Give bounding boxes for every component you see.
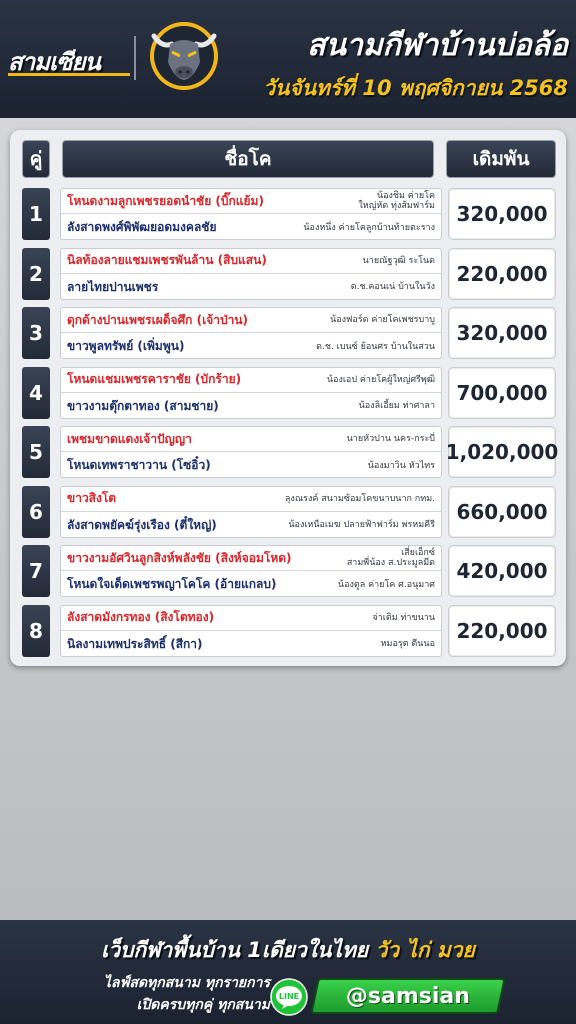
bull-a-name: ขาวสิงโต: [67, 491, 117, 505]
bull-b-owner: น้องตูล ค่ายโค ศ.อนุมาศ: [337, 579, 435, 590]
bull-b-line: [61, 572, 441, 597]
bull-a-name: ลังสาดมังกรทอง (สิงโตทอง): [67, 610, 215, 624]
match-number: 3: [22, 307, 50, 359]
header-number: คู่: [22, 140, 50, 178]
match-bulls: [60, 545, 442, 597]
bull-b-name: ลายไทยปานเพชร: [67, 279, 159, 294]
bull-a-owner: [341, 548, 435, 568]
bull-b-line: [61, 453, 441, 478]
bull-a-owner: [366, 613, 435, 623]
bull-b-name: ขาวงามตุ๊กตาทอง (สามชาย): [67, 398, 219, 413]
bull-a-owner: [324, 315, 435, 325]
tagline-highlight: วัว ไก่ มวย: [375, 938, 475, 962]
bull-b-name: โหนดใจเด็ดเพชรพญาโคโค (อ้ายแกลบ): [67, 577, 277, 591]
bull-b-owner: ด.ช. เบนซ์ ย้อนศร บ้านในสวน: [316, 341, 435, 352]
bull-head-icon: [144, 14, 224, 94]
bull-a-owner-line-1: นายณัฐวุฒิ ระโนด: [362, 255, 435, 266]
match-bulls: [60, 307, 442, 359]
match-number: 4: [22, 367, 50, 419]
venue-title: สนามกีฬาบ้านบ่อล้อ: [307, 28, 568, 63]
table-row: [22, 367, 556, 419]
bull-b-owner: น้องหนึ่ง ค่ายโคลูกบ้านท้ายตะราง: [303, 222, 435, 233]
bull-b-name: โหนดเทพราชาวาน (โซอิ๋ว): [67, 458, 211, 472]
stake-amount: 1,020,000: [448, 426, 556, 478]
tagline: [0, 934, 576, 968]
table-row: [22, 545, 556, 597]
match-bulls: [60, 605, 442, 657]
footer-banner: [0, 920, 576, 1024]
bull-b-name: ลังสาดพยัคฆ์รุ่งเรือง (ตี๋ใหญ่): [67, 517, 217, 532]
match-number: 6: [22, 486, 50, 538]
table-row: [22, 307, 556, 359]
brand-logo: สามเซียน: [8, 42, 130, 76]
bull-b-line: [61, 215, 441, 240]
bull-a-owner-line-1: น้องเอป ค่ายโคผู้ใหญ่ศรีพุฒิ: [326, 374, 435, 385]
match-number: 7: [22, 545, 50, 597]
bull-a-line: [61, 606, 441, 631]
bull-a-owner-line-2: ใหญ่หัด ทุ่งส้มฟาร์ม: [358, 201, 435, 211]
table-row: [22, 188, 556, 240]
stake-amount: 320,000: [448, 188, 556, 240]
bull-a-name: โหนดงามลูกเพชรยอดนำชัย (บิ๊กแย้ม): [67, 193, 264, 208]
fight-card-table: [10, 130, 566, 666]
bull-a-owner-line-1: เสี่ยเอ็กซ์: [401, 548, 435, 558]
bull-a-line: [61, 546, 441, 571]
match-number: 2: [22, 248, 50, 300]
bull-a-line: [61, 368, 441, 393]
bull-a-owner: [357, 256, 435, 266]
match-number: 5: [22, 426, 50, 478]
tagline-main: เว็บกีฬาพื้นบ้าน 1เดียวในไทย: [101, 938, 369, 962]
bull-b-name: นิลงามเทพประสิทธิ์ (สีกา): [67, 636, 203, 651]
bull-b-line: [61, 513, 441, 538]
bull-a-line: [61, 189, 441, 214]
match-bulls: [60, 248, 442, 300]
stake-amount: 220,000: [448, 605, 556, 657]
stake-amount: 700,000: [448, 367, 556, 419]
match-number: 1: [22, 188, 50, 240]
bull-b-owner: น้องเหนือเมฆ ปลายฟ้าฟาร์ม พรหมคีรี: [288, 520, 435, 530]
match-bulls: [60, 426, 442, 478]
bull-a-owner: [341, 434, 435, 444]
bull-a-owner: [352, 191, 435, 211]
footer-subtext-2: เปิดครบทุกคู่ ทุกสนาม: [136, 997, 270, 1013]
bull-b-name: ขาวพูลทรัพย์ (เพิ่มพูน): [67, 339, 185, 353]
table-row: [22, 248, 556, 300]
bull-a-owner-line-2: สามพี่น้อง ส.ประมูลมีด: [346, 558, 435, 568]
table-row: [22, 486, 556, 538]
bull-a-owner-line-1: จ่าเติม ท่าขนาน: [372, 612, 435, 623]
match-bulls: [60, 188, 442, 240]
stake-amount: 320,000: [448, 307, 556, 359]
bull-b-line: [61, 394, 441, 419]
bull-a-owner: [279, 494, 435, 504]
table-row: [22, 426, 559, 478]
bull-a-name: ขาวงามอัศวินลูกสิงห์พลังชัย (สิงห์จอมโหด): [67, 550, 292, 565]
bull-a-name: โหนดแชมเพชรคาราชัย (บักร้าย): [67, 372, 242, 386]
bull-a-name: เพชมขาดแดงเจ้าปัญญา: [67, 431, 192, 446]
bull-b-line: [61, 632, 441, 657]
bull-a-owner-line-1: น้องชิม ค่ายโค: [376, 191, 435, 201]
bull-b-owner: หมอรุต ตีนนอ: [380, 639, 435, 649]
match-number: 8: [22, 605, 50, 657]
bull-a-line: [61, 427, 441, 452]
bull-a-line: [61, 487, 441, 512]
event-date: วันจันทร์ที่ 10 พฤศจิกายน 2568: [263, 76, 568, 100]
header-name: ชื่อโค: [62, 140, 434, 178]
stake-amount: 420,000: [448, 545, 556, 597]
stake-amount: 660,000: [448, 486, 556, 538]
header-stake: เดิมพัน: [446, 140, 556, 178]
bull-b-owner: น้องมาวิน หัวไทร: [367, 460, 435, 471]
bull-a-name: นิลท้องลายแชมเพชรพันล้าน (สิบแสน): [67, 253, 267, 267]
bull-b-line: [61, 275, 441, 300]
brand-divider: [134, 36, 136, 80]
line-handle-button[interactable]: [310, 978, 506, 1014]
match-bulls: [60, 367, 442, 419]
table-row: [22, 605, 556, 657]
footer-subtext-1: ไลฟ์สดทุกสนาม ทุกรายการ: [103, 975, 270, 991]
header-banner: [0, 0, 576, 118]
line-app-icon[interactable]: [270, 978, 308, 1016]
line-label: LINE: [278, 992, 300, 1001]
bull-a-name: ดุกด้างปานเพชรเผด็จศึก (เจ้าป่าน): [67, 312, 249, 327]
bull-a-owner: [321, 375, 435, 385]
bull-a-owner-line-1: ลุงณรงค์ สนามซ้อมโคขนาบนาก กทม.: [284, 493, 435, 504]
bull-b-owner: ด.ช.คอนเน่ บ้านในวัง: [350, 282, 435, 292]
stake-amount: 220,000: [448, 248, 556, 300]
bull-b-name: ลังสาดพงศ์พิพัฒยอดมงคลชัย: [67, 220, 217, 234]
bull-b-owner: น้องลิเอี้ยม ท่าศาลา: [358, 401, 435, 411]
bull-a-line: [61, 249, 441, 274]
bull-a-owner-line-1: นายหัวปาน นคร-กระบี่: [346, 434, 435, 444]
bull-a-line: [61, 308, 441, 333]
bull-b-line: [61, 334, 441, 359]
match-bulls: [60, 486, 442, 538]
line-handle-text: @samsian: [345, 983, 470, 1009]
bull-a-owner-line-1: น้องฟอร์ด ค่ายโคเพชรบาบู: [330, 315, 435, 325]
